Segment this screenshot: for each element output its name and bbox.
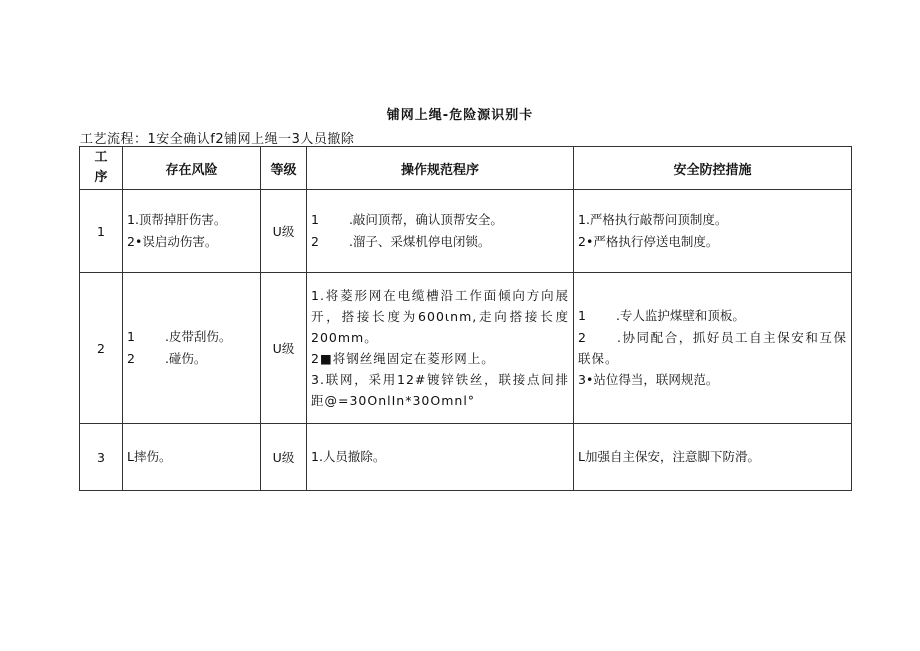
measure-text: .协同配合，抓好员工自主保安和互保联保。 [578,330,847,366]
risk-cell [123,424,261,491]
header-process [80,147,123,190]
hazard-table [79,146,852,491]
header-process-top: 工 [94,150,108,165]
risk-item: 2•误启动伤害。 [127,234,218,249]
step-item: 2■将钢丝绳固定在菱形网上。 [311,351,495,366]
step-number: 1 [311,212,319,227]
measure-item: 2•严格执行停送电制度。 [578,234,719,249]
table-row [80,273,852,424]
row-number: 1 [80,190,123,273]
measure-item [578,305,847,327]
header-level: 等级 [261,147,307,190]
measure-item: 1.严格执行敲帮问顶制度。 [578,212,728,227]
steps-cell [307,273,574,424]
header-row [80,147,852,190]
step-item [311,231,569,253]
measure-number: 1 [578,308,586,323]
measure-item [578,327,847,369]
level-cell: U级 [261,273,307,424]
measure-item: 3•站位得当，联网规范。 [578,372,719,387]
measure-text: .专人监护煤壁和顶板。 [615,308,745,323]
step-text: .溜子、采煤机停电闭锁。 [348,234,491,249]
header-measures: 安全防控措施 [574,147,852,190]
risk-item [127,348,256,370]
header-steps: 操作规范程序 [307,147,574,190]
step-item: 1.将菱形网在电缆槽沿工作面倾向方向展开，搭接长度为600ιnm,走向搭接长度200mm。 [311,288,569,345]
row-number: 2 [80,273,123,424]
measures-cell [574,190,852,273]
step-number: 2 [311,234,319,249]
measure-item: L加强自主保安，注意脚下防滑。 [578,449,760,464]
card-title: 铺网上绳-危险源识别卡 [386,108,534,123]
steps-cell [307,424,574,491]
risk-item [127,326,256,348]
table-row [80,424,852,491]
row-number: 3 [80,424,123,491]
header-process-bottom: 序 [94,170,108,185]
level-cell: U级 [261,190,307,273]
risk-text: .皮带刮伤。 [164,329,232,344]
process-flow: 工艺流程：1安全确认f2铺网上绳一3人员撤除 [80,132,355,147]
step-text: .敲问顶帮，确认顶帮安全。 [348,212,503,227]
table-row [80,190,852,273]
risk-cell [123,273,261,424]
risk-number: 1 [127,329,135,344]
risk-item: L摔伤。 [127,449,172,464]
step-item: 3.联网，采用12#镀锌铁丝，联接点间排距@=30OnlIn*30Omnl° [311,372,569,408]
step-item: 1.人员撤除。 [311,449,386,464]
measures-cell [574,273,852,424]
measure-number: 2 [578,330,587,345]
step-item [311,209,569,231]
risk-text: .碰伤。 [164,351,207,366]
risk-cell [123,190,261,273]
header-risk: 存在风险 [123,147,261,190]
measures-cell [574,424,852,491]
steps-cell [307,190,574,273]
risk-number: 2 [127,351,135,366]
risk-item: 1.顶帮掉肝伤害。 [127,212,227,227]
level-cell: U级 [261,424,307,491]
